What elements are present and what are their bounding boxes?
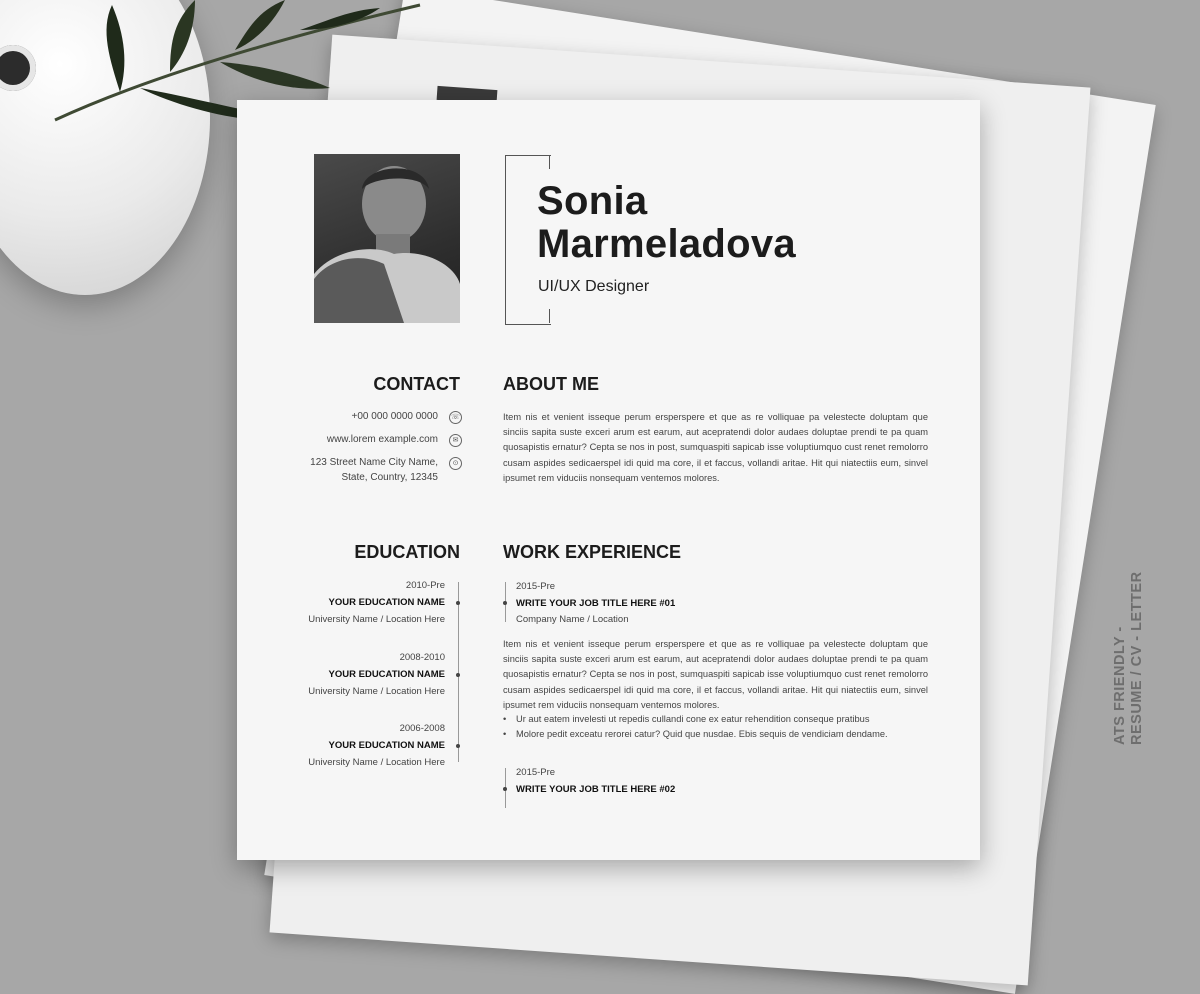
phone-icon: ☏	[449, 411, 462, 424]
job-title: UI/UX Designer	[538, 278, 650, 295]
timeline-dot	[456, 673, 460, 677]
last-name: Marmeladova	[537, 222, 796, 266]
contact-heading: CONTACT	[373, 374, 460, 394]
first-name: Sonia	[537, 179, 648, 223]
education-name: YOUR EDUCATION NAME	[328, 597, 445, 608]
timeline-dot	[503, 601, 507, 605]
education-years: 2010-Pre	[405, 580, 445, 591]
work-years: 2015-Pre	[516, 767, 556, 778]
work-bullets	[503, 712, 888, 742]
about-text: Item nis et venient isseque perum ersperspere et que as re volliquae pa velestecte doluptam que sinciis sapita suste exceri arum est earum, aut acepratendi dolor audaes doluptae prendi te pa quam quosapistis ernatur? Cepta se nos in post, sumquaspiti sapicab isse voluptiumquo cust renet remolorro cusam aspides sedicaerspel idi quid ma core, il et faccus, vollandi aritae. Hit qui niatectiis eum, sinvel ipsumet rem viduciis nonsequam ventemos molores.	[503, 412, 928, 483]
profile-photo	[314, 154, 460, 323]
education-name: YOUR EDUCATION NAME	[328, 740, 445, 751]
education-item	[265, 578, 445, 628]
product-label-text	[1112, 571, 1146, 745]
about-heading: ABOUT ME	[503, 374, 599, 394]
location-icon: ⊙	[449, 457, 462, 470]
name-bracket	[549, 309, 550, 323]
education-name: YOUR EDUCATION NAME	[328, 669, 445, 680]
work-company: Company Name / Location	[516, 614, 629, 625]
timeline-dot	[503, 787, 507, 791]
work-job-title: WRITE YOUR JOB TITLE HERE #02	[516, 784, 676, 795]
work-description: Item nis et venient isseque perum ersperspere et que as re volliquae pa velestecte doluptam que sinciis sapita suste exceri arum est earum, aut acepratendi dolor audaes doluptae prendi te pa quam quosapistis ernatur? Cepta se nos in post, sumquaspiti sapicab isse voluptiumquo cust renet remolorro cusam aspides sedicaerspel idi quid ma core, il et faccus, vollandi aritae. Hit qui niatectiis eum, sinvel ipsumet rem viduciis nonsequam ventemos molores.	[503, 639, 928, 710]
education-years: 2008-2010	[399, 652, 445, 663]
work-bullet: • Molore pedit exceatu rerorei catur? Quid que nusdae. Ebis sequis de vendiciam dendame.	[503, 727, 888, 742]
resume-page	[237, 100, 980, 860]
email-icon: ✉	[449, 434, 462, 447]
education-place: University Name / Location Here	[308, 757, 445, 768]
work-bullet: • Ur aut eatem invelesti ut repedis cullandi cone ex eatur rehendition conseque pratibus	[503, 712, 888, 727]
timeline-dot	[456, 601, 460, 605]
education-timeline	[458, 582, 459, 762]
person-name	[537, 180, 796, 266]
address-line: 123 Street Name City Name,	[310, 457, 438, 468]
address-line: State, Country, 12345	[341, 472, 438, 483]
work-heading: WORK EXPERIENCE	[503, 542, 682, 562]
education-item	[265, 650, 445, 700]
product-label	[1112, 560, 1152, 750]
education-heading: EDUCATION	[354, 542, 460, 562]
product-label-line: ATS FRIENDLY -	[1112, 626, 1128, 745]
contact-website: www.lorem example.com	[326, 434, 438, 445]
name-bracket	[549, 155, 550, 169]
education-item	[265, 721, 445, 771]
product-label-line: RESUME / CV - LETTER	[1129, 571, 1145, 745]
work-years: 2015-Pre	[516, 581, 556, 592]
contact-phone: +00 000 0000 0000	[351, 411, 438, 422]
work-job-title: WRITE YOUR JOB TITLE HERE #01	[516, 598, 676, 609]
education-place: University Name / Location Here	[308, 686, 445, 697]
timeline-dot	[456, 744, 460, 748]
education-years: 2006-2008	[399, 723, 445, 734]
contact-address	[310, 455, 438, 485]
education-place: University Name / Location Here	[308, 614, 445, 625]
